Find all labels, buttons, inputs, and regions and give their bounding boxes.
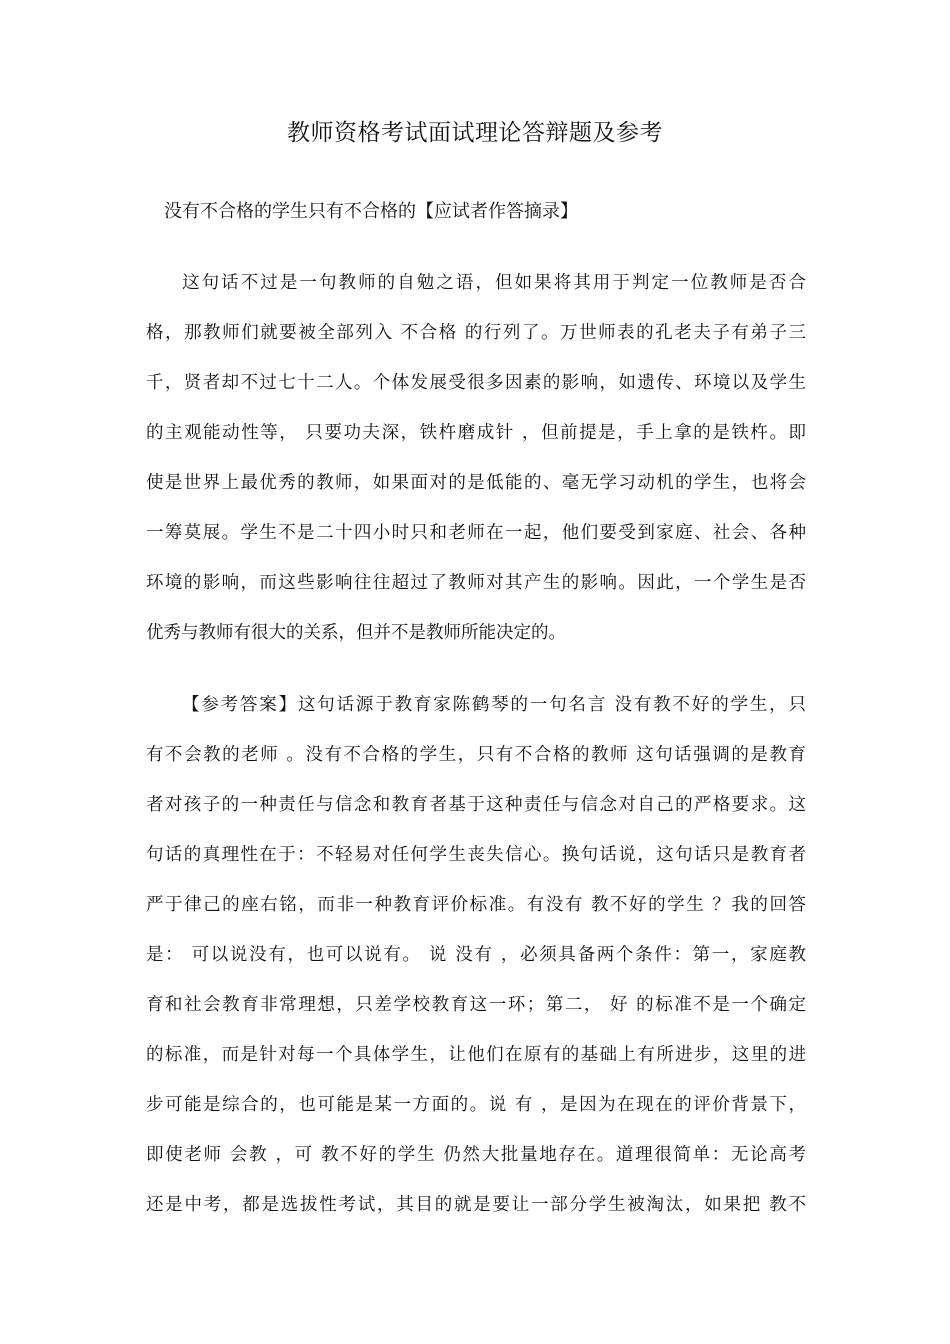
paragraph-line: 一筹莫展。学生不是二十四小时只和老师在一起，他们要受到家庭、社会、各种 <box>146 523 806 543</box>
paragraph-line: 格，那教师们就要被全部列入 不合格 的行列了。万世师表的孔老夫子有弟子三 <box>146 323 806 343</box>
paragraph-line: 环境的影响，而这些影响往往超过了教师对其产生的影响。因此，一个学生是否 <box>146 573 806 593</box>
paragraph-line: 还是中考，都是选拔性考试，其目的就是要让一部分学生被淘汰，如果把 教不 <box>146 1195 806 1215</box>
paragraph-line: 有不会教的老师 。没有不合格的学生，只有不合格的教师 这句话强调的是教育 <box>146 745 806 765</box>
question-heading: 没有不合格的学生只有不合格的【应试者作答摘录】 <box>164 201 578 222</box>
document-title: 教师资格考试面试理论答辩题及参考 <box>287 120 663 146</box>
paragraph-line: 句话的真理性在于：不轻易对任何学生丧失信心。换句话说，这句话只是教育者 <box>146 845 806 865</box>
paragraph-line: 的标准，而是针对每一个具体学生，让他们在原有的基础上有所进步，这里的进 <box>146 1045 806 1065</box>
paragraph-line: 即使老师 会教 ，可 教不好的学生 仍然大批量地存在。道理很简单：无论高考 <box>146 1145 806 1165</box>
reference-answer-paragraph <box>146 680 806 1230</box>
paragraph-line: 千，贤者却不过七十二人。个体发展受很多因素的影响，如遗传、环境以及学生 <box>146 373 806 393</box>
paragraph-line: 这句话不过是一句教师的自勉之语，但如果将其用于判定一位教师是否合 <box>182 273 806 293</box>
paragraph-line: 步可能是综合的，也可能是某一方面的。说 有 ，是因为在现在的评价背景下， <box>146 1095 806 1115</box>
paragraph-line: 育和社会教育非常理想，只差学校教育这一环；第二， 好 的标准不是一个确定 <box>146 995 806 1015</box>
paragraph-line: 严于律己的座右铭，而非一种教育评价标准。有没有 教不好的学生 ？我的回答 <box>146 895 806 915</box>
paragraph-line: 者对孩子的一种责任与信念和教育者基于这种责任与信念对自己的严格要求。这 <box>146 795 806 815</box>
paragraph-line: 使是世界上最优秀的教师，如果面对的是低能的、毫无学习动机的学生，也将会 <box>146 473 806 493</box>
paragraph-line: 优秀与教师有很大的关系，但并不是教师所能决定的。 <box>146 623 566 643</box>
paragraph-line: 是： 可以说没有，也可以说有。 说 没有 ，必须具备两个条件：第一，家庭教 <box>146 945 806 965</box>
paragraph-line: 的主观能动性等， 只要功夫深，铁杵磨成针 ，但前提是，手上拿的是铁杵。即 <box>146 423 806 443</box>
answer-excerpt-paragraph <box>146 258 806 658</box>
paragraph-line: 【参考答案】这句话源于教育家陈鹤琴的一句名言 没有教不好的学生，只 <box>182 695 806 715</box>
